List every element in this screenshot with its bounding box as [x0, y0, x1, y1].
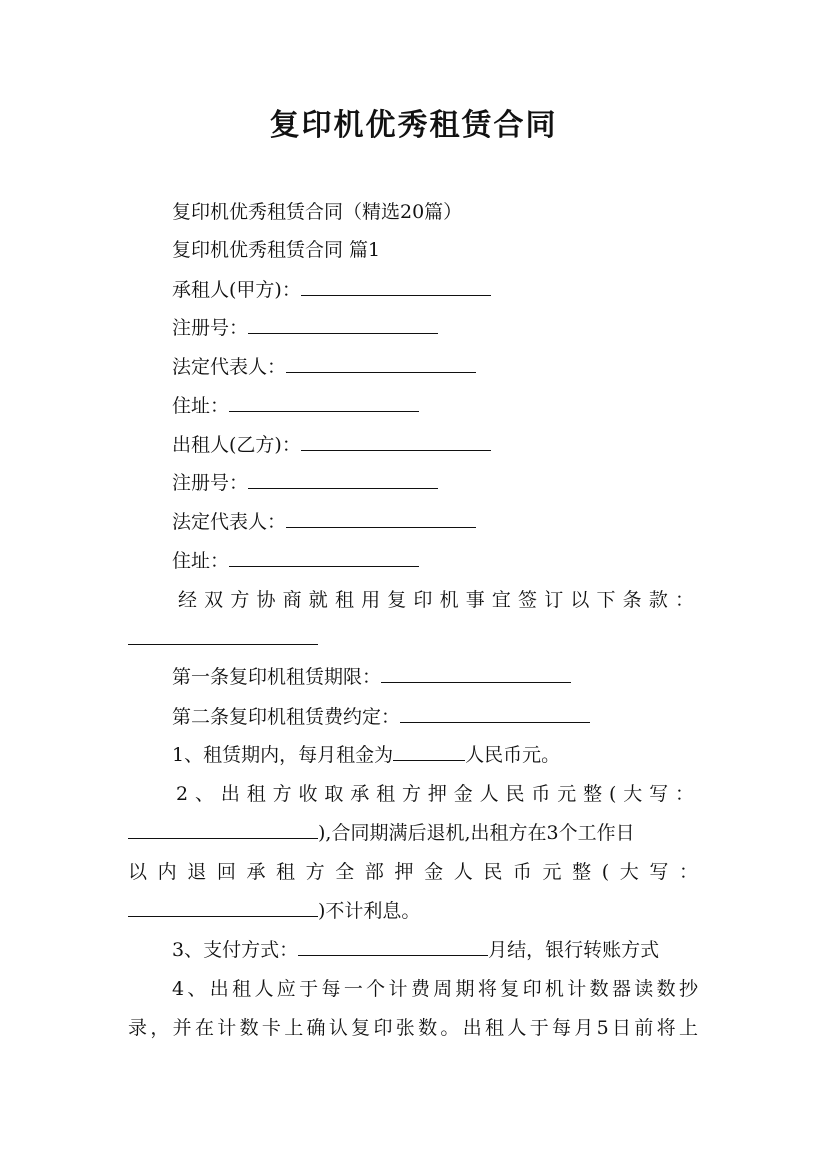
lessee-address-blank [229, 395, 419, 412]
clause-2-blank-2 [128, 900, 318, 917]
clause-1-blank [393, 744, 465, 761]
subtitle-line: 复印机优秀租赁合同（精选20篇） [172, 201, 463, 223]
lessor-registration-label: 注册号： [172, 472, 249, 494]
article-2-label: 第二条复印机租赁费约定： [172, 706, 401, 728]
article-1-line [172, 663, 571, 691]
lessee-registration-label: 注册号： [172, 317, 249, 339]
clause-2-end-text: )不计利息。 [318, 900, 421, 922]
lessor-address-line [172, 547, 419, 575]
section-heading: 复印机优秀租赁合同 篇1 [172, 239, 381, 261]
lessee-representative-blank [286, 356, 476, 373]
clause-1-line [172, 741, 560, 769]
lessee-registration-line [172, 314, 438, 342]
lessee-address-label: 住址： [172, 395, 230, 417]
lessor-registration-line [172, 469, 438, 497]
lessor-line [172, 431, 491, 459]
clause-2-refund-line: 以内退回承租方全部押金人民币元整(大写： [128, 861, 698, 883]
clause-1-text: 1、租赁期内，每月租金为 [172, 744, 394, 766]
article-1-label: 第一条复印机租赁期限： [172, 666, 382, 688]
lessor-representative-line [172, 508, 476, 536]
lessor-label: 出租人(乙方)： [172, 434, 301, 456]
clause-4-cont-line: 录，并在计数卡上确认复印张数。出租人于每月5日前将上 [128, 1017, 698, 1039]
clause-2-end-line [128, 897, 420, 925]
clause-2-cont-line [128, 819, 635, 847]
clause-4-line: 4、出租人应于每一个计费周期将复印机计数器读数抄 [172, 978, 698, 1000]
lessee-representative-label: 法定代表人： [172, 356, 287, 378]
clause-3-line [172, 936, 659, 964]
article-1-blank [381, 666, 571, 683]
lessee-representative-line [172, 353, 476, 381]
clause-3-suffix: 月结，银行转账方式 [488, 939, 660, 961]
lessor-address-blank [229, 550, 419, 567]
lessor-representative-label: 法定代表人： [172, 511, 287, 533]
clause-3-blank [298, 939, 488, 956]
lessor-blank [301, 434, 491, 451]
lessee-blank [301, 279, 491, 296]
clause-1-suffix: 人民币元。 [465, 744, 561, 766]
article-2-blank [400, 706, 590, 723]
agreement-intro-blank-line [128, 625, 318, 653]
clause-3-label: 3、支付方式： [172, 939, 299, 961]
document-title: 复印机优秀租赁合同 [269, 108, 558, 143]
lessor-representative-blank [286, 511, 476, 528]
clause-2-cont-text: ),合同期满后退机,出租方在3个工作日 [318, 822, 635, 844]
clause-2-blank-1 [128, 822, 318, 839]
lessee-address-line [172, 392, 419, 420]
lessee-line [172, 276, 491, 304]
agreement-intro: 经双方协商就租用复印机事宜签订以下条款： [178, 589, 694, 611]
lessee-label: 承租人(甲方)： [172, 279, 301, 301]
lessor-registration-blank [248, 472, 438, 489]
article-2-line [172, 703, 590, 731]
agreement-intro-blank [128, 628, 318, 645]
clause-2-line: 2、出租方收取承租方押金人民币元整(大写： [176, 783, 694, 805]
lessor-address-label: 住址： [172, 550, 230, 572]
lessee-registration-blank [248, 317, 438, 334]
